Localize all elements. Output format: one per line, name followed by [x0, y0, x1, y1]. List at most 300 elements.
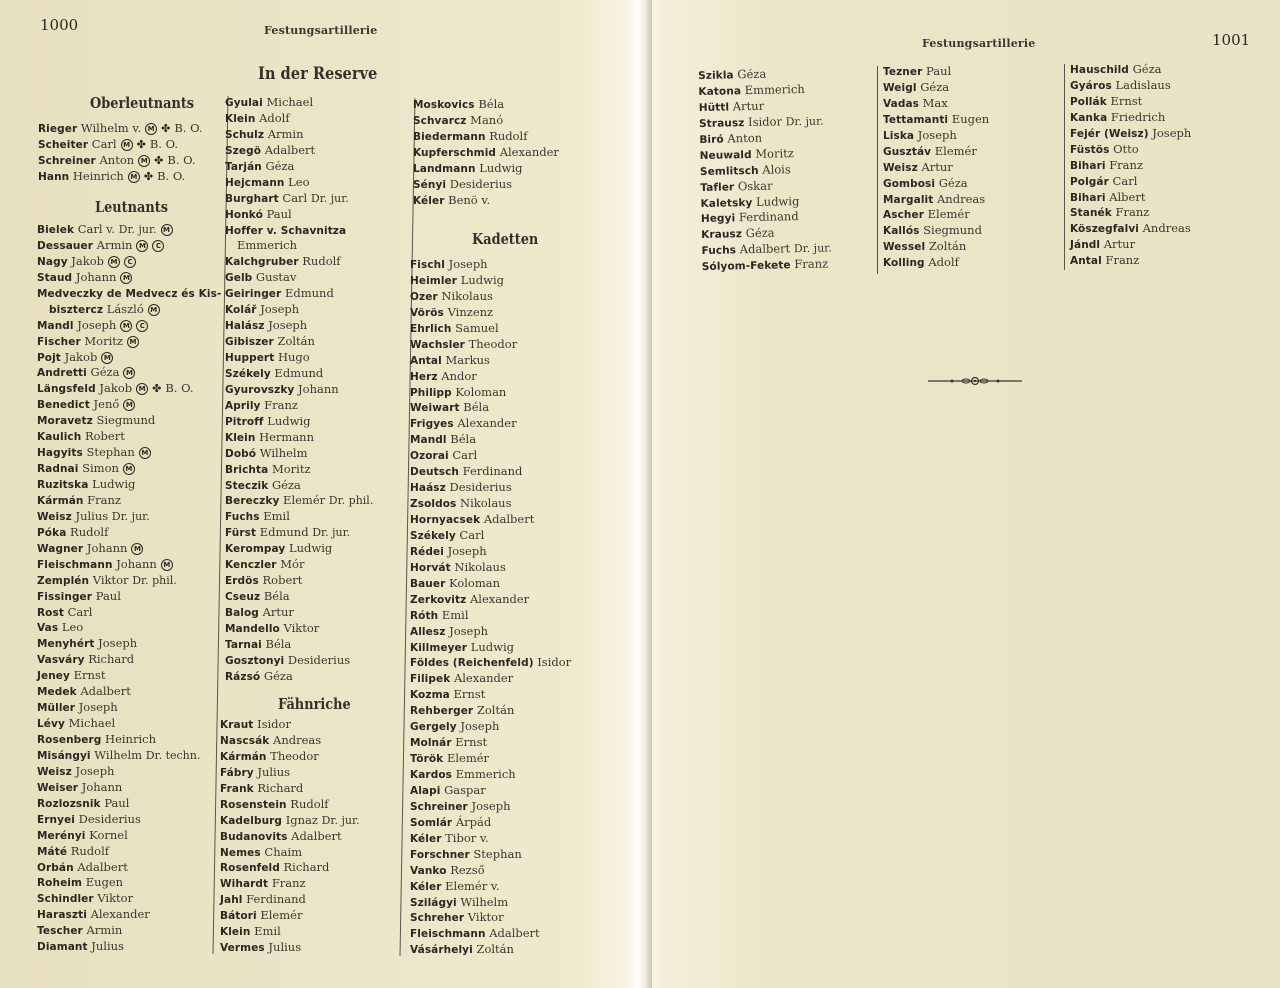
entry-surname: Gelb [225, 272, 253, 285]
entry-given-name: Hermann [259, 429, 314, 444]
entry-surname: Alapi [410, 784, 441, 797]
entry-surname: Kéler [413, 194, 445, 207]
entry-surname: Rozlozsnik [37, 797, 101, 810]
entry-surname: Vadas [883, 97, 919, 110]
medal-m-icon: M [101, 352, 113, 364]
entry-surname: Bihari [1070, 191, 1106, 204]
entry-given-name: Paul [104, 795, 130, 810]
decoration-label: B. O. [174, 121, 203, 135]
roster-entry [37, 413, 221, 429]
entry-given-name: Ignaz [285, 812, 318, 827]
entry-surname: Benedict [37, 399, 90, 412]
entry-given-name: Friedrich [1110, 109, 1166, 124]
entry-surname: Pojt [37, 351, 61, 364]
roster-entry [38, 153, 203, 169]
roster-entry [220, 733, 360, 749]
entry-surname: Hauschild [1070, 64, 1129, 76]
entry-given-name: Adalbert [77, 859, 128, 874]
entry-given-name: Rudolf [302, 254, 341, 269]
entry-given-name: Wilhelm v. [80, 121, 142, 135]
entry-given-name: Theodor [270, 748, 319, 763]
medal-c-icon: C [124, 256, 136, 268]
roster-entry [413, 193, 559, 209]
entry-surname: Bátori [220, 910, 257, 923]
medal-m-icon: M [120, 272, 132, 284]
roster-entry [37, 732, 221, 748]
entry-surname: Vörös [410, 306, 444, 319]
entry-given-name: Kornel [89, 827, 128, 842]
entry-given-name: Alois [762, 161, 791, 177]
entry-surname: Horvát [410, 561, 451, 574]
entry-given-name: Johann [298, 381, 339, 396]
roster-entry [37, 891, 221, 907]
roster-entry [37, 684, 221, 700]
entry-given-name: Carl [67, 604, 93, 619]
entry-given-name: Rudolf [70, 524, 109, 539]
roster-entry [225, 175, 373, 191]
entry-surname: Budanovits [220, 830, 288, 843]
roster-entry [37, 700, 221, 716]
entry-surname: Kadelburg [220, 814, 283, 827]
entry-surname: Andretti [37, 367, 87, 380]
roster-entry [225, 398, 373, 414]
entry-surname: Török [410, 753, 444, 766]
entry-surname: Gosztonyi [225, 654, 285, 667]
entry-surname: Weigl [883, 81, 917, 94]
entry-surname: Antal [1070, 255, 1102, 268]
entry-given-name: Markus [445, 352, 490, 367]
entry-surname: Fischer [37, 335, 81, 348]
entry-degree: Dr. phil. [132, 573, 177, 587]
right-column-1-list [698, 65, 832, 275]
entry-surname: Misángyi [37, 749, 91, 762]
entry-given-name: Adalbert [489, 926, 540, 941]
entry-given-name: Géza [745, 225, 775, 241]
roster-entry [37, 286, 221, 302]
roster-entry [410, 369, 571, 385]
entry-given-name: Béla [263, 589, 290, 604]
roster-entry [410, 863, 571, 879]
entry-surname: Rosenstein [220, 798, 287, 811]
roster-entry [37, 350, 221, 366]
roster-entry [410, 783, 571, 799]
roster-entry [410, 703, 571, 719]
entry-given-name: Isidor [537, 655, 572, 670]
entry-given-name: Otto [1113, 141, 1139, 156]
entry-surname: Rosenfeld [220, 862, 280, 875]
entry-surname: Kardos [410, 769, 452, 781]
entry-given-name: Béla [478, 97, 505, 111]
entry-given-name: Joseph [449, 623, 489, 638]
entry-surname: Längsfeld [37, 383, 96, 396]
entry-given-name: Franz [1105, 253, 1140, 268]
entry-surname: Schreiner [410, 800, 468, 813]
roster-entry [410, 385, 571, 401]
cross-decoration-icon: ✤ [161, 122, 171, 135]
decoration-mark [127, 334, 139, 350]
entry-surname: Kerompay [225, 543, 286, 556]
roster-entry [410, 400, 571, 416]
entry-surname: Rost [37, 606, 64, 619]
roster-entry [37, 875, 221, 891]
roster-entry [410, 815, 571, 831]
cross-decoration-icon: ✤ [136, 137, 146, 151]
faehnriche-heading: Fähnriche [278, 695, 351, 713]
entry-given-name: Joseph [77, 317, 117, 332]
entry-given-name: Eugen [85, 875, 124, 890]
entry-given-name: Carl [1112, 173, 1138, 188]
entry-given-name: Alexander [499, 144, 559, 159]
entry-surname: Hann [38, 170, 70, 183]
entry-surname: Merényi [37, 829, 86, 842]
roster-entry [220, 845, 360, 861]
entry-surname: Fleischmann [37, 558, 113, 571]
roster-entry [37, 365, 221, 381]
entry-given-name: Oskar [737, 178, 773, 193]
entry-given-name: Johann [81, 779, 123, 794]
entry-given-name: Rudolf [70, 843, 110, 858]
roster-entry [37, 397, 221, 413]
entry-given-name: Elemér [927, 207, 970, 222]
roster-entry [37, 270, 221, 286]
medal-m-icon: M [161, 559, 173, 571]
entry-degree: Dr. jur. [312, 526, 351, 540]
roster-entry [225, 637, 373, 653]
entry-surname: Diamant [37, 941, 88, 954]
roster-entry [220, 860, 360, 876]
roster-entry [410, 321, 571, 337]
entry-surname: Jeney [37, 670, 70, 683]
roster-entry [220, 908, 360, 924]
roster-entry [37, 780, 221, 796]
roster-entry [37, 461, 221, 477]
entry-given-name: Mór [280, 557, 305, 572]
roster-entry [413, 161, 559, 177]
entry-surname: Zsoldos [410, 498, 457, 511]
roster-entry [37, 939, 221, 955]
entry-surname: Mandl [410, 434, 447, 447]
decoration-mark [138, 153, 150, 169]
roster-entry [38, 137, 203, 153]
entry-surname: Antal [410, 354, 442, 367]
roster-entry [1070, 205, 1191, 221]
entry-surname: Dobó [225, 447, 257, 460]
roster-entry [883, 80, 989, 96]
entry-given-name: Carl v. [77, 222, 115, 236]
entry-given-name: Desiderius [449, 480, 512, 495]
entry-given-name: Artur [921, 159, 953, 174]
entry-given-name: Edmund [259, 525, 309, 540]
entry-given-name: Zoltán [277, 334, 315, 349]
medal-m-icon: M [161, 224, 173, 236]
entry-given-name: Joseph [98, 636, 138, 651]
roster-entry [225, 621, 373, 637]
entry-degree: Dr. jur. [310, 191, 349, 205]
entry-surname: Vasváry [37, 654, 85, 667]
entry-surname: Mandl [37, 319, 74, 332]
entry-given-name: Joseph [268, 318, 308, 333]
roster-entry [225, 127, 373, 143]
roster-entry [410, 910, 571, 926]
roster-entry [37, 844, 221, 860]
entry-given-name: Franz [1109, 157, 1144, 172]
roster-entry [37, 238, 221, 254]
roster-entry [220, 876, 360, 892]
leutnants-list [37, 222, 221, 955]
roster-entry [220, 940, 360, 956]
entry-given-name: Rudolf [489, 128, 528, 143]
entry-surname: Szikla [698, 69, 734, 82]
entry-given-name: Géza [938, 175, 968, 190]
entry-given-name: Hugo [277, 350, 310, 364]
entry-given-name: Koloman [455, 384, 507, 399]
entry-surname: Polgár [1070, 175, 1109, 188]
left-running-head: Festungsartillerie [264, 24, 378, 37]
entry-surname: Sényi [413, 178, 447, 191]
entry-given-name: Franz [271, 876, 306, 891]
entry-surname: Kalchgruber [225, 256, 299, 269]
entry-surname: Vermes [220, 942, 265, 955]
roster-entry [883, 223, 989, 239]
roster-entry [410, 592, 571, 608]
decoration-mark [136, 381, 148, 397]
entry-given-name: Siegmund [923, 223, 982, 238]
entry-surname: Fissinger [37, 590, 93, 603]
entry-surname: Fischl [410, 259, 445, 271]
entry-surname: Wihardt [220, 878, 269, 891]
roster-entry [883, 160, 989, 176]
roster-entry [1070, 126, 1191, 142]
entry-given-name: Desiderius [449, 176, 513, 191]
roster-entry [220, 829, 360, 845]
entry-surname: Krausz [701, 228, 743, 242]
entry-given-name: Zoltán [928, 239, 967, 254]
oberleutnants-heading: Oberleutnants [90, 94, 195, 112]
roster-entry [37, 525, 221, 541]
entry-surname: Hagyits [37, 447, 83, 460]
entry-surname: Klein [225, 112, 256, 125]
entry-given-name: Joseph [448, 257, 488, 271]
roster-entry [220, 892, 360, 908]
entry-given-name: Ernst [455, 735, 488, 750]
roster-entry [410, 624, 571, 640]
entry-given-name: Johann [116, 556, 157, 571]
roster-entry [410, 305, 571, 321]
roster-entry [699, 113, 830, 131]
entry-given-name: Ludwig [755, 193, 800, 209]
roster-entry [37, 716, 221, 732]
roster-entry [37, 860, 221, 876]
roster-entry [410, 544, 571, 560]
entry-given-name: Joseph [471, 798, 511, 813]
roster-entry [225, 191, 373, 207]
entry-surname: Vanko [410, 864, 447, 877]
entry-given-name: Michael [68, 716, 116, 731]
entry-surname: Aprily [225, 399, 261, 412]
roster-entry [410, 448, 571, 464]
roster-entry [883, 112, 989, 128]
entry-given-name: Géza [1132, 62, 1162, 76]
entry-given-name: Viktor [283, 620, 320, 635]
entry-surname: Pollák [1070, 95, 1107, 108]
roster-entry [1070, 142, 1191, 158]
leutnants-heading: Leutnants [95, 198, 168, 216]
entry-surname: Ruzitska [37, 479, 89, 491]
entry-given-name: Carl [282, 190, 308, 205]
roster-entry [225, 350, 373, 366]
roster-entry [225, 143, 373, 159]
entry-given-name: Andor [441, 368, 477, 383]
roster-entry [1070, 237, 1191, 253]
roster-entry [1070, 158, 1191, 174]
entry-surname: Kupferschmid [413, 146, 497, 159]
roster-entry [225, 111, 373, 127]
entry-surname: Vas [37, 622, 59, 635]
entry-surname: Földes (Reichenfeld) [410, 657, 534, 670]
entry-given-name: Max [922, 95, 948, 110]
roster-entry [37, 493, 221, 509]
roster-entry [225, 95, 373, 111]
entry-surname: Müller [37, 702, 76, 715]
entry-surname: Fleischmann [410, 928, 486, 941]
decoration-mark [139, 445, 151, 461]
entry-surname: Killmeyer [410, 641, 468, 654]
entry-given-name: Emil [263, 509, 290, 524]
roster-entry [1070, 78, 1191, 94]
decoration-mark [123, 461, 135, 477]
entry-degree: Dr. techn. [145, 748, 201, 762]
medal-c-icon: C [152, 240, 164, 252]
decoration-mark [148, 302, 160, 318]
roster-entry [410, 671, 571, 687]
entry-surname: Honkó [225, 208, 263, 221]
entry-given-name: Leo [288, 174, 310, 189]
roster-entry [225, 541, 373, 557]
roster-entry [225, 286, 373, 302]
roster-entry [410, 640, 571, 656]
entry-given-name: Joseph [460, 719, 500, 734]
entry-given-name: Alexander [90, 907, 150, 922]
entry-surname: Schindler [37, 893, 94, 906]
entry-given-name: Richard [283, 860, 330, 875]
entry-given-name: Viktor [467, 910, 504, 925]
roster-entry [413, 145, 559, 161]
roster-entry [220, 717, 360, 733]
entry-given-name: Géza [90, 365, 120, 380]
entry-surname: Fürst [225, 527, 257, 540]
entry-surname: Frank [220, 782, 254, 795]
entry-surname: Semlitsch [699, 164, 759, 178]
entry-given-name: Emmerich [455, 767, 516, 781]
decoration-mark [128, 169, 140, 185]
medal-m-icon: M [148, 304, 160, 316]
entry-surname: Orbán [37, 861, 74, 874]
right-running-head: Festungsartillerie [922, 37, 1036, 50]
roster-entry [410, 337, 571, 353]
roster-entry [410, 831, 571, 847]
entry-surname: Kaulich [37, 431, 82, 444]
roster-entry [410, 464, 571, 480]
roster-entry [37, 254, 221, 270]
roster-entry [410, 799, 571, 815]
entry-surname: Margalit [883, 193, 934, 206]
roster-entry [1070, 221, 1191, 237]
entry-given-name: Ferdinand [462, 464, 523, 479]
entry-given-name: Zoltán [476, 703, 515, 718]
roster-entry [225, 270, 373, 286]
entry-surname: Hejcmann [225, 176, 285, 189]
reserve-column-2-list [225, 95, 373, 685]
roster-entry [410, 512, 571, 528]
entry-surname: Roheim [37, 877, 83, 890]
entry-given-name: Emmerich [237, 238, 298, 253]
entry-given-name: Samuel [455, 320, 499, 335]
entry-surname: Szilágyi [410, 896, 457, 909]
entry-given-name: Armin [267, 126, 304, 141]
entry-surname: Schulz [225, 128, 265, 141]
roster-entry [225, 382, 373, 398]
entry-surname: Hornyacsek [410, 514, 481, 526]
decoration-label: B. O. [157, 168, 186, 183]
entry-surname: Nascsák [220, 734, 270, 747]
decoration-mark [123, 365, 135, 381]
entry-given-name: Robert [262, 573, 303, 588]
roster-entry [1070, 174, 1191, 190]
entry-surname: Rédei [410, 545, 444, 558]
roster-entry [37, 620, 221, 636]
roster-entry [225, 669, 373, 685]
decoration-label: B. O. [167, 152, 196, 167]
roster-entry [413, 129, 559, 145]
roster-entry [37, 668, 221, 684]
entry-given-name: Franz [1115, 205, 1150, 220]
entry-surname: Bielek [37, 224, 75, 236]
entry-surname: Klein [220, 926, 251, 939]
entry-given-name: Tibor v. [445, 830, 489, 845]
entry-given-name: Ferdinand [738, 209, 799, 225]
medal-m-icon: M [123, 463, 135, 475]
entry-surname: Huppert [225, 352, 275, 364]
entry-surname: Bihari [1070, 159, 1106, 172]
entry-surname: Ascher [883, 209, 924, 222]
entry-surname: Philipp [410, 386, 452, 399]
entry-degree: Dr. jur. [118, 223, 157, 236]
entry-given-name: Edmund [284, 286, 334, 301]
entry-surname: Székely [410, 529, 456, 542]
entry-given-name: Ludwig [479, 160, 523, 175]
entry-given-name: Gaspar [444, 782, 486, 797]
entry-surname: Kéler [410, 832, 442, 845]
right-page-number: 1001 [1212, 31, 1251, 49]
roster-entry [38, 169, 203, 185]
entry-surname: Tezner [883, 66, 923, 78]
entry-surname: Máté [37, 845, 68, 858]
entry-surname: Füstös [1070, 143, 1110, 156]
roster-entry [225, 446, 373, 462]
entry-surname: Forschner [410, 848, 470, 861]
roster-entry [225, 430, 373, 446]
roster-entry [37, 477, 221, 493]
entry-surname: Weiwart [410, 402, 460, 415]
entry-surname: Kanka [1070, 111, 1108, 124]
roster-entry [37, 573, 221, 589]
roster-entry [220, 765, 360, 781]
entry-surname: Gombosi [883, 177, 936, 190]
entry-surname: Herz [410, 370, 438, 383]
roster-entry [1070, 190, 1191, 206]
entry-given-name: Adolf [928, 255, 959, 270]
left-page-number: 1000 [40, 16, 79, 34]
